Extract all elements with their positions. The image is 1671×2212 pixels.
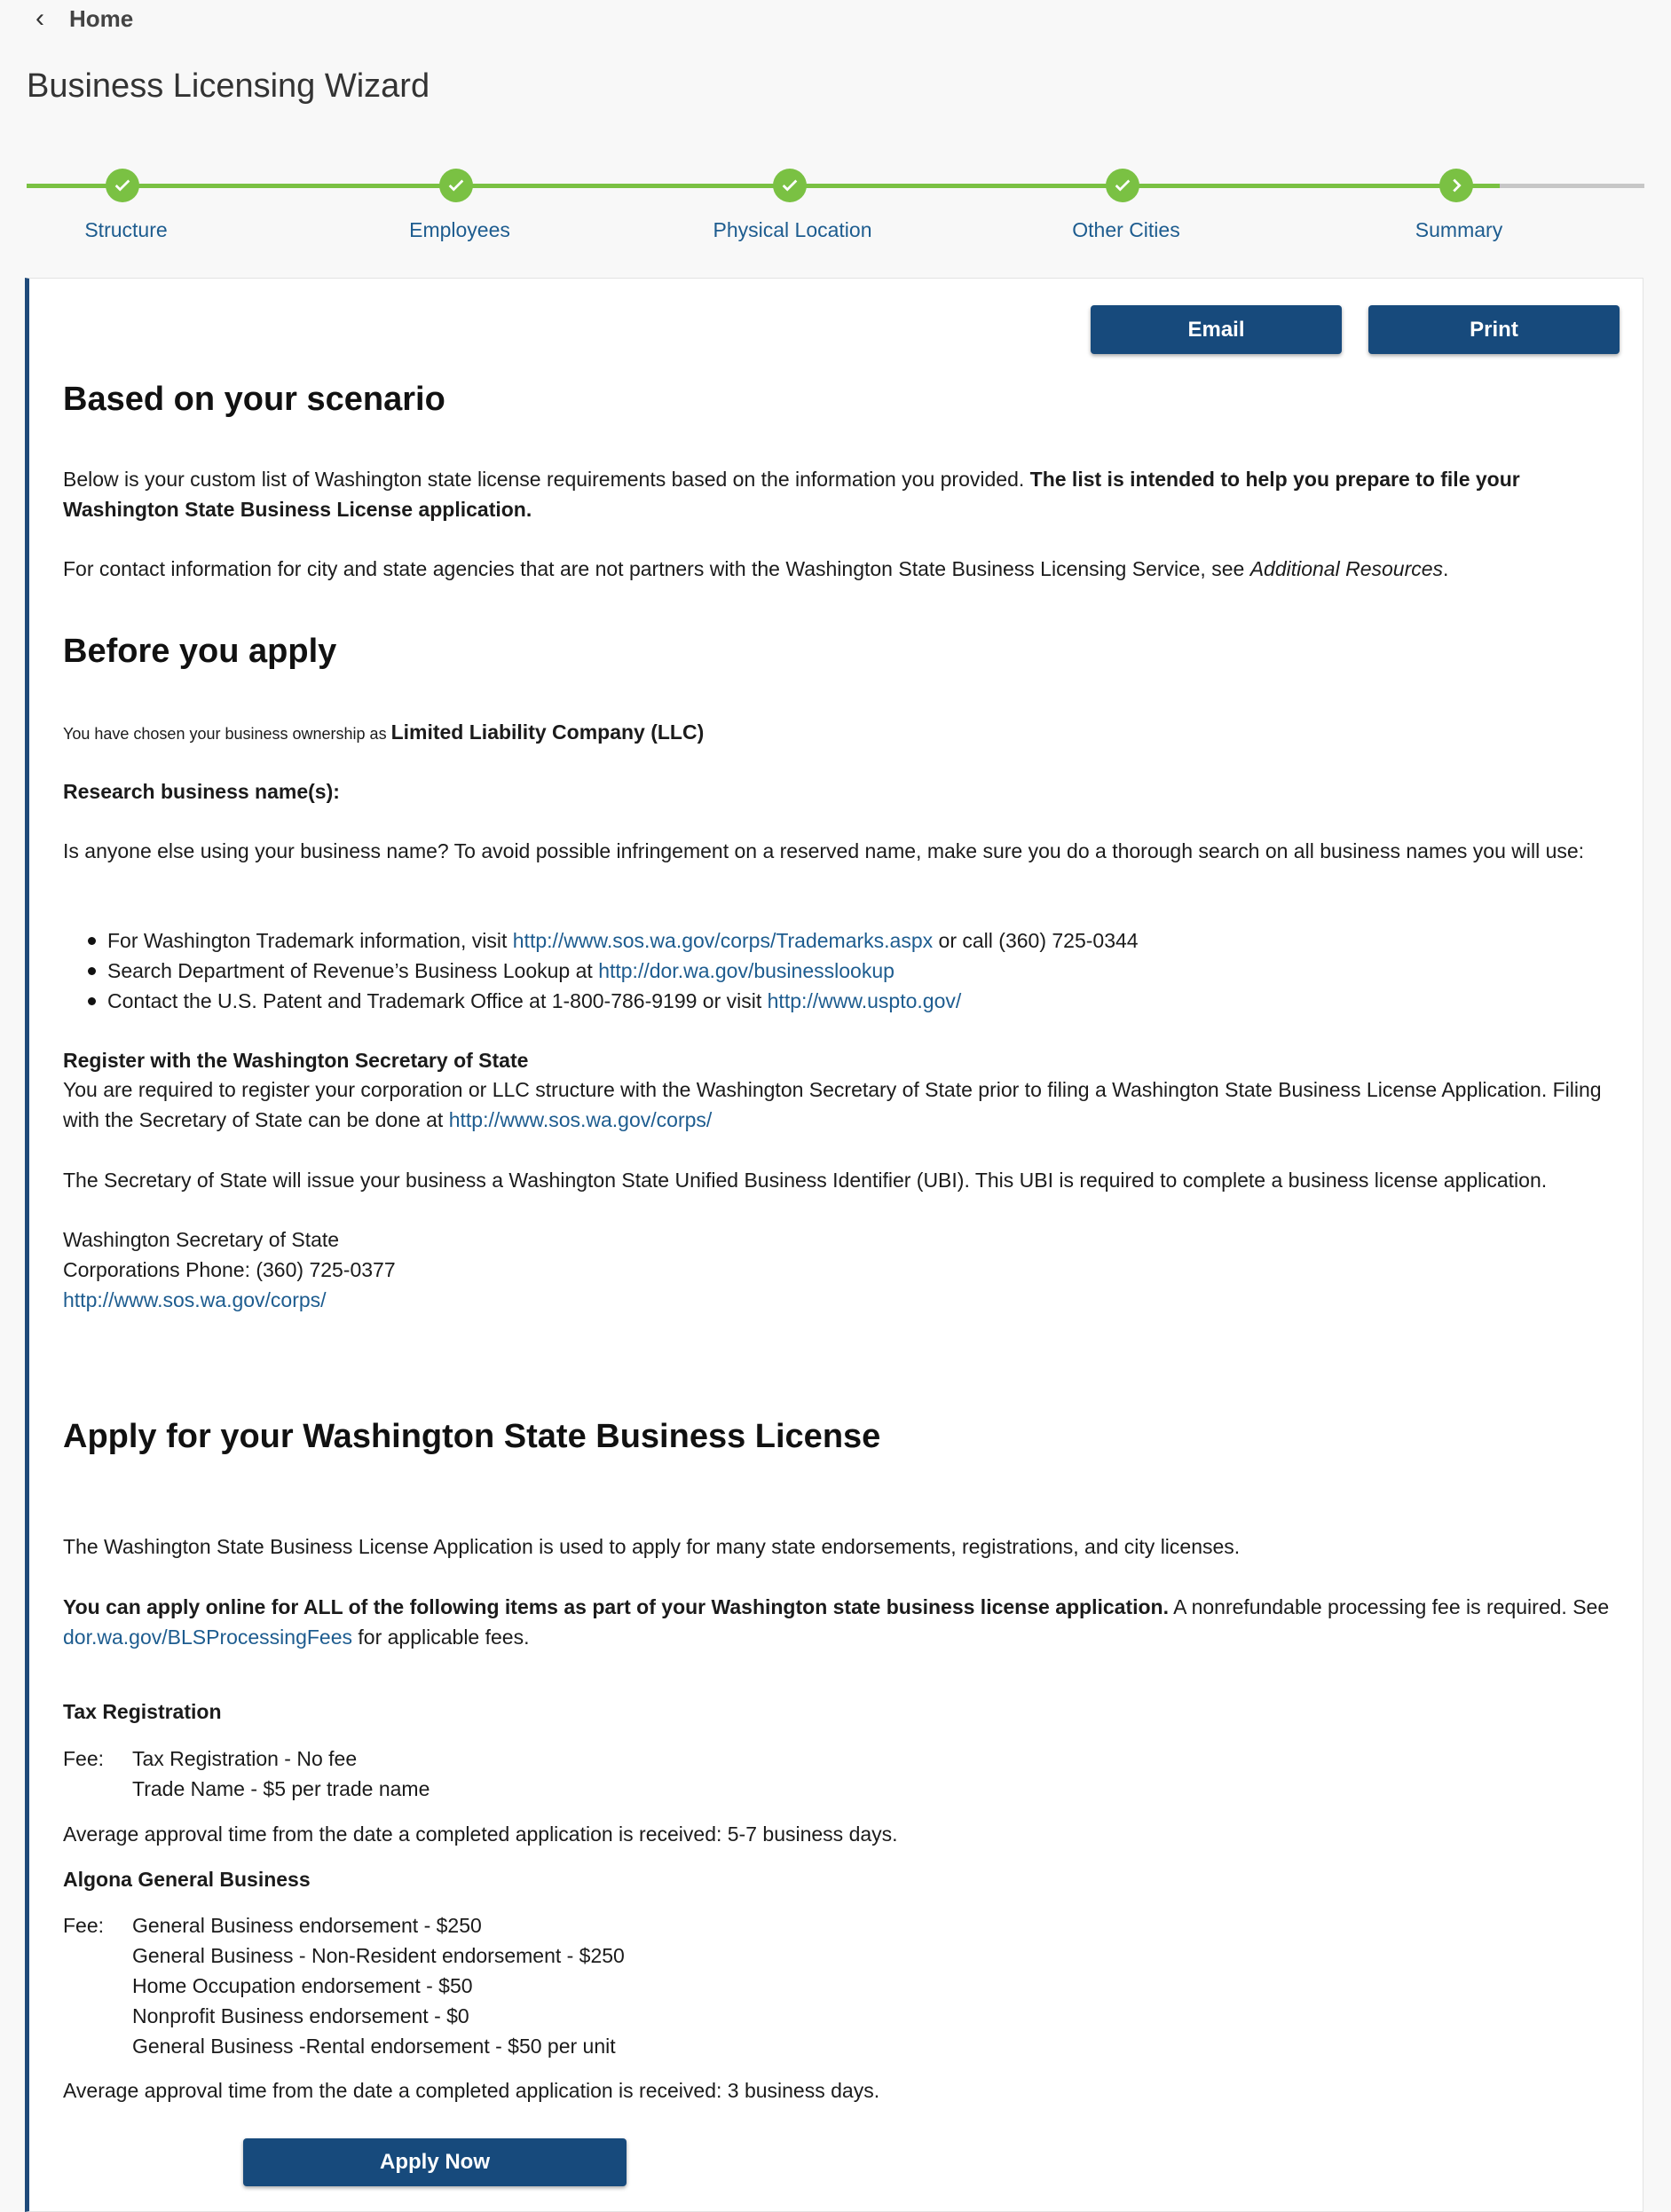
tax-registration-fees	[63, 1744, 430, 1804]
research-heading: Research business name(s):	[63, 780, 340, 803]
step-physical-location-label[interactable]: Physical Location	[713, 218, 872, 241]
fee-item: General Business -Rental endorsement - $50 per unit	[132, 2035, 616, 2058]
list-item: Search Department of Revenue’s Business Lookup at http://dor.wa.gov/businesslookup	[107, 956, 1616, 986]
fee-item: Home Occupation endorsement - $50	[132, 1974, 473, 1997]
progress-stepper	[27, 160, 1644, 266]
summary-card	[25, 278, 1643, 2212]
step-other-cities-check-icon[interactable]	[1106, 169, 1139, 202]
list-item: For Washington Trademark information, visit http://www.sos.wa.gov/corps/Trademarks.aspx or call (360) 725-0344	[107, 925, 1616, 956]
step-summary-chevron-icon[interactable]	[1439, 169, 1473, 202]
register-text: You are required to register your corporation or LLC structure with the Washington Secretary of State prior to filing a Washington State Business License Application. Filing with the Secretary of State can be done at http://www.sos.wa.gov/corps/	[63, 1078, 1602, 1131]
scenario-heading: Based on your scenario	[63, 381, 445, 418]
apply-now-button[interactable]: Apply Now	[243, 2138, 627, 2186]
step-summary-label[interactable]: Summary	[1415, 218, 1503, 241]
fee-item: General Business - Non-Resident endorsement - $250	[132, 1944, 625, 1967]
fee-label: Fee:	[63, 1747, 105, 1770]
back-nav[interactable]	[35, 0, 133, 37]
ubi-text: The Secretary of State will issue your business a Washington State Unified Business Identifier (UBI). This UBI is required to complete a business license application.	[63, 1169, 1548, 1192]
step-other-cities-label[interactable]: Other Cities	[1072, 218, 1180, 241]
algona-business-title: Algona General Business	[63, 1868, 311, 1891]
fee-item: General Business endorsement - $250	[132, 1914, 482, 1937]
progress-line-complete	[27, 184, 1500, 188]
print-button[interactable]: Print	[1368, 305, 1620, 354]
fee-item: Tax Registration - No fee	[132, 1747, 358, 1770]
step-employees-label[interactable]: Employees	[409, 218, 510, 241]
fee-label: Fee:	[63, 1914, 105, 1937]
step-structure-check-icon[interactable]	[106, 169, 139, 202]
apply-online-text: You can apply online for ALL of the following items as part of your Washington state business license application. A nonrefundable processing fee is required. See dor.wa.gov/BLSProcessingFees for applicable fees.	[63, 1595, 1610, 1649]
home-link[interactable]: Home	[69, 4, 134, 32]
additional-resources-ref: Additional Resources	[1249, 557, 1444, 580]
ownership-line: You have chosen your business ownership as Limited Liability Company (LLC)	[63, 720, 705, 744]
sos-register-link[interactable]: http://www.sos.wa.gov/corps/	[448, 1108, 713, 1131]
apply-intro: The Washington State Business License Application is used to apply for many state endorsements, registrations, and city licenses.	[63, 1535, 1241, 1558]
sos-phone: Corporations Phone: (360) 725-0377	[63, 1258, 396, 1281]
chevron-left-icon[interactable]: ‹	[35, 4, 44, 33]
sos-name: Washington Secretary of State	[63, 1228, 340, 1251]
algona-business-fees	[63, 1910, 625, 2061]
sos-link[interactable]: http://www.sos.wa.gov/corps/	[63, 1288, 327, 1311]
tax-registration-approval: Average approval time from the date a completed application is received: 5-7 business days.	[63, 1822, 898, 1846]
step-physical-location-check-icon[interactable]	[773, 169, 807, 202]
contact-info: For contact information for city and state agencies that are not partners with the Washington State Business Licensing Service, see Additional Resources.	[63, 557, 1449, 580]
research-list	[63, 925, 1616, 1016]
ownership-value: Limited Liability Company (LLC)	[390, 720, 705, 744]
research-text: Is anyone else using your business name? To avoid possible infringement on a reserved name, make sure you do a thorough search on all business names you will use:	[63, 839, 1585, 862]
trademark-link[interactable]: http://www.sos.wa.gov/corps/Trademarks.aspx	[512, 929, 934, 952]
tax-registration-title: Tax Registration	[63, 1700, 222, 1723]
before-apply-heading: Before you apply	[63, 633, 337, 670]
register-heading: Register with the Washington Secretary of State	[63, 1049, 529, 1072]
fee-item: Nonprofit Business endorsement - $0	[132, 2004, 469, 2027]
list-item: Contact the U.S. Patent and Trademark Office at 1-800-786-9199 or visit http://www.uspto.gov/	[107, 986, 1616, 1016]
scenario-intro: Below is your custom list of Washington state license requirements based on the information you provided. The list is intended to help you prepare to file your Washington State Business License application.	[63, 468, 1520, 521]
step-employees-check-icon[interactable]	[439, 169, 473, 202]
business-lookup-link[interactable]: http://dor.wa.gov/businesslookup	[598, 959, 895, 982]
apply-heading: Apply for your Washington State Business License	[63, 1418, 881, 1455]
step-structure-label[interactable]: Structure	[84, 218, 168, 241]
uspto-link[interactable]: http://www.uspto.gov/	[767, 989, 962, 1012]
email-button[interactable]: Email	[1091, 305, 1342, 354]
fee-item: Trade Name - $5 per trade name	[132, 1777, 430, 1800]
progress-line-remaining	[1500, 184, 1644, 188]
algona-business-approval: Average approval time from the date a completed application is received: 3 business days.	[63, 2079, 880, 2102]
processing-fees-link[interactable]: dor.wa.gov/BLSProcessingFees	[63, 1626, 353, 1649]
page-title: Business Licensing Wizard	[27, 67, 430, 105]
